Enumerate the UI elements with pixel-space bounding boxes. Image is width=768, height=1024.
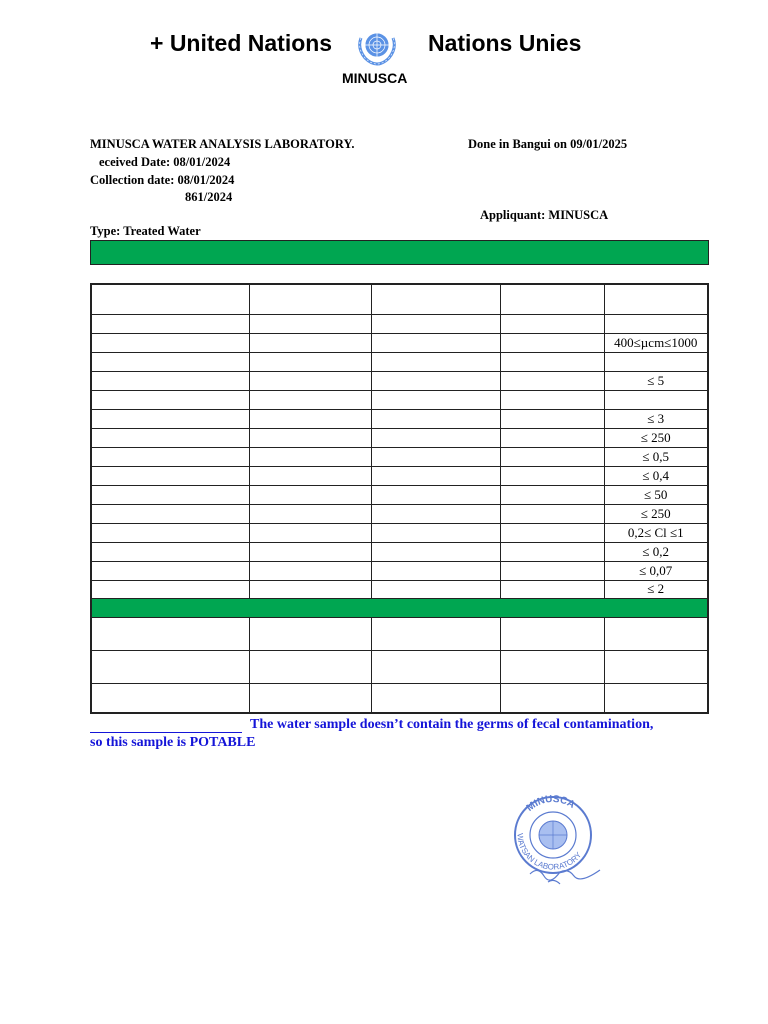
header-right-title: Nations Unies bbox=[428, 30, 582, 56]
table-cell bbox=[500, 428, 604, 447]
table-cell bbox=[500, 523, 604, 542]
applicant: Appliquant: MINUSCA bbox=[480, 208, 609, 222]
stamp-ring-text: WATSAN LABORATORY bbox=[515, 832, 584, 872]
table-cell bbox=[91, 485, 249, 504]
table-cell bbox=[91, 542, 249, 561]
table-cell bbox=[500, 352, 604, 371]
table-row bbox=[91, 390, 708, 409]
table-cell bbox=[91, 428, 249, 447]
norm-cell bbox=[604, 284, 708, 314]
table-cell bbox=[604, 650, 708, 683]
norm-cell: 0,2≤ Cl ≤1 bbox=[604, 523, 708, 542]
table-cell bbox=[91, 504, 249, 523]
lab-name: MINUSCA WATER ANALYSIS LABORATORY. bbox=[90, 137, 355, 151]
table-cell bbox=[91, 580, 249, 598]
table-cell bbox=[604, 683, 708, 713]
table-cell bbox=[371, 409, 500, 428]
table-row bbox=[91, 683, 708, 713]
table-cell bbox=[249, 504, 371, 523]
table-cell bbox=[500, 504, 604, 523]
table-cell bbox=[371, 542, 500, 561]
mission-name: MINUSCA bbox=[342, 70, 408, 86]
signature-underline bbox=[90, 731, 242, 733]
table-row bbox=[91, 371, 708, 390]
table-row bbox=[91, 617, 708, 650]
table-cell bbox=[91, 371, 249, 390]
table-cell bbox=[371, 650, 500, 683]
table-cell bbox=[249, 580, 371, 598]
table-cell bbox=[91, 352, 249, 371]
table-cell bbox=[91, 314, 249, 333]
table-cell bbox=[91, 390, 249, 409]
table-cell bbox=[500, 409, 604, 428]
table-cell bbox=[500, 580, 604, 598]
table-cell bbox=[500, 485, 604, 504]
sample-number: 861/2024 bbox=[185, 190, 233, 204]
sample-type: Type: Treated Water bbox=[90, 224, 201, 238]
norm-cell: 400≤µcm≤1000 bbox=[604, 333, 708, 352]
table-row bbox=[91, 352, 708, 371]
norm-cell: ≤ 0,4 bbox=[604, 466, 708, 485]
table-cell bbox=[500, 333, 604, 352]
table-cell bbox=[91, 409, 249, 428]
table-row bbox=[91, 333, 708, 352]
table-cell bbox=[91, 333, 249, 352]
norm-cell: ≤ 5 bbox=[604, 371, 708, 390]
svg-text:MINUSCA bbox=[525, 794, 577, 814]
table-row bbox=[91, 284, 708, 314]
table-cell bbox=[371, 352, 500, 371]
norm-cell bbox=[604, 352, 708, 371]
norm-cell: ≤ 250 bbox=[604, 504, 708, 523]
table-row bbox=[91, 523, 708, 542]
table-cell bbox=[249, 352, 371, 371]
table-row bbox=[91, 485, 708, 504]
un-emblem-icon bbox=[353, 26, 401, 73]
table-row bbox=[91, 409, 708, 428]
table-cell bbox=[604, 617, 708, 650]
table-cell bbox=[500, 617, 604, 650]
table-cell bbox=[91, 466, 249, 485]
section-header-bar bbox=[90, 240, 709, 265]
table-cell bbox=[371, 333, 500, 352]
table-cell bbox=[500, 314, 604, 333]
table-cell bbox=[500, 650, 604, 683]
table-row bbox=[91, 466, 708, 485]
table-cell bbox=[249, 683, 371, 713]
table-cell bbox=[371, 390, 500, 409]
table-cell bbox=[500, 447, 604, 466]
table-cell bbox=[249, 466, 371, 485]
norm-cell: ≤ 0,5 bbox=[604, 447, 708, 466]
table-cell bbox=[91, 447, 249, 466]
table-cell bbox=[500, 390, 604, 409]
stamp-top-text: MINUSCA bbox=[524, 793, 577, 814]
norm-cell: ≤ 3 bbox=[604, 409, 708, 428]
table-cell bbox=[500, 284, 604, 314]
table-cell bbox=[371, 466, 500, 485]
table-cell bbox=[249, 523, 371, 542]
table-cell bbox=[371, 314, 500, 333]
table-cell bbox=[91, 650, 249, 683]
table-cell bbox=[249, 485, 371, 504]
table-row bbox=[91, 561, 708, 580]
table-cell bbox=[500, 542, 604, 561]
table-cell bbox=[91, 523, 249, 542]
norm-cell: ≤ 50 bbox=[604, 485, 708, 504]
table-cell bbox=[249, 617, 371, 650]
table-cell bbox=[91, 561, 249, 580]
norm-cell bbox=[604, 314, 708, 333]
laboratory-stamp bbox=[508, 790, 618, 900]
table-cell bbox=[249, 447, 371, 466]
table-cell bbox=[249, 542, 371, 561]
done-date: Done in Bangui on 09/01/2025 bbox=[468, 137, 628, 151]
table-row bbox=[91, 650, 708, 683]
green-separator-bar bbox=[91, 598, 708, 617]
norm-cell: ≤ 2 bbox=[604, 580, 708, 598]
table-cell bbox=[249, 650, 371, 683]
table-cell bbox=[91, 284, 249, 314]
table-cell bbox=[371, 617, 500, 650]
results-table bbox=[90, 283, 709, 714]
table-cell bbox=[249, 390, 371, 409]
table-cell bbox=[500, 371, 604, 390]
table-cell bbox=[249, 333, 371, 352]
table-row bbox=[91, 504, 708, 523]
table-cell bbox=[371, 447, 500, 466]
table-cell bbox=[371, 371, 500, 390]
table-cell bbox=[371, 428, 500, 447]
table-row bbox=[91, 447, 708, 466]
table-row bbox=[91, 314, 708, 333]
received-date: eceived Date: 08/01/2024 bbox=[99, 155, 231, 169]
table-cell bbox=[249, 428, 371, 447]
table-cell bbox=[371, 523, 500, 542]
table-cell bbox=[371, 561, 500, 580]
bacteriology-separator-row bbox=[91, 598, 708, 617]
collection-date: Collection date: 08/01/2024 bbox=[90, 173, 235, 187]
table-cell bbox=[371, 284, 500, 314]
table-cell bbox=[249, 409, 371, 428]
table-cell bbox=[500, 561, 604, 580]
table-row bbox=[91, 428, 708, 447]
table-row bbox=[91, 542, 708, 561]
conclusion-line-2: so this sample is POTABLE bbox=[90, 735, 256, 750]
table-cell bbox=[249, 371, 371, 390]
table-cell bbox=[371, 504, 500, 523]
conclusion-line-1: The water sample doesn’t contain the germs of fecal contamination, bbox=[250, 717, 654, 732]
norm-cell: ≤ 0,2 bbox=[604, 542, 708, 561]
table-cell bbox=[500, 683, 604, 713]
norm-cell bbox=[604, 390, 708, 409]
table-cell bbox=[249, 561, 371, 580]
table-cell bbox=[249, 284, 371, 314]
norm-cell: ≤ 0,07 bbox=[604, 561, 708, 580]
table-cell bbox=[249, 314, 371, 333]
table-cell bbox=[91, 683, 249, 713]
table-cell bbox=[371, 580, 500, 598]
table-cell bbox=[500, 466, 604, 485]
table-row bbox=[91, 580, 708, 598]
table-cell bbox=[371, 683, 500, 713]
norm-cell: ≤ 250 bbox=[604, 428, 708, 447]
header-left-title: + United Nations bbox=[150, 30, 333, 56]
table-cell bbox=[91, 617, 249, 650]
table-cell bbox=[371, 485, 500, 504]
